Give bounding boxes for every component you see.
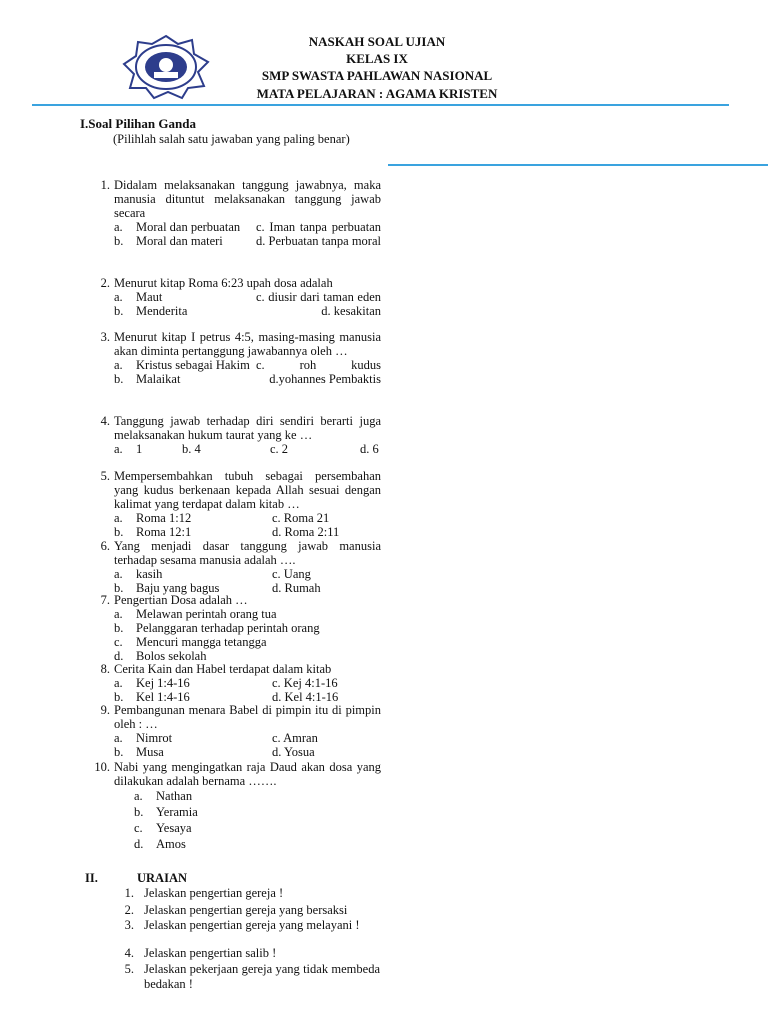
essay-item <box>118 918 380 933</box>
question-number: 3. <box>100 330 110 344</box>
option-d: d. Rumah <box>272 581 321 595</box>
question-text: Mempersembahkan tubuh sebagai persembahan yang kudus berkenaan kepada Allah sesuai dengan kalimat yang terdapat dalam kitab … <box>114 469 381 511</box>
option-b: Malaikat <box>136 372 181 386</box>
option-c: c. Kej 4:1-16 <box>272 676 338 690</box>
option-letter: b. <box>114 372 124 386</box>
essay-number: 2. <box>124 903 134 917</box>
option-b: Musa <box>136 745 164 759</box>
option-d: d. 6 <box>360 442 379 456</box>
section2-number: II. <box>85 871 98 885</box>
question-text: Tanggung jawab terhadap diri sendiri berarti juga melaksanakan hukum taurat yang ke … <box>114 414 381 442</box>
option-d: d. Roma 2:11 <box>272 525 340 539</box>
question-text: Nabi yang mengingatkan raja Daud akan dosa yang dilakukan adalah bernama ……. <box>114 760 381 788</box>
option-b: Pelanggaran terhadap perintah orang <box>136 621 320 635</box>
option-b: Roma 12:1 <box>136 525 192 539</box>
option-a: 1 <box>136 442 143 456</box>
option-letter: a. <box>114 607 123 621</box>
essay-item <box>118 946 380 961</box>
option-d: d. kesakitan <box>321 304 381 318</box>
option-letter: a. <box>114 358 123 372</box>
option-letter: b. <box>114 234 124 248</box>
option-d: d.yohannes Pembaktis <box>269 372 381 386</box>
option-a: Kej 1:4-16 <box>136 676 190 690</box>
question-number: 6. <box>100 539 110 553</box>
section2-title: URAIAN <box>137 871 187 885</box>
question-text: Didalam melaksanakan tanggung jawabnya, maka manusia dituntut melaksanakan tanggung jawab secara <box>114 178 381 220</box>
option-a: Nimrot <box>136 731 173 745</box>
option-d: d. Kel 4:1-16 <box>272 690 339 704</box>
question-number: 4. <box>100 414 110 428</box>
option-letter: a. <box>114 290 123 304</box>
question-item <box>86 414 381 456</box>
option-letter: a. <box>134 789 143 803</box>
question-item <box>86 703 381 759</box>
option-letter: b. <box>114 690 124 704</box>
question-item <box>86 469 381 539</box>
question-item <box>86 593 381 663</box>
option-a: Maut <box>136 290 163 304</box>
option-b: Moral dan materi <box>136 234 223 248</box>
option-d: Bolos sekolah <box>136 649 207 663</box>
option-letter: b. <box>114 581 124 595</box>
essay-text: Jelaskan pengertian gereja ! <box>144 886 284 900</box>
section1-title: I.Soal Pilihan Ganda <box>80 116 196 131</box>
option-b: b. 4 <box>182 442 201 456</box>
option-letter: b. <box>134 805 144 819</box>
header-title: NASKAH SOAL UJIAN <box>308 34 446 49</box>
option-c: c. Roma 21 <box>272 511 330 525</box>
section1-divider <box>388 164 768 166</box>
question-item <box>86 330 381 386</box>
question-item <box>86 178 381 248</box>
section1-instruction: (Pilihlah salah satu jawaban yang paling benar) <box>113 132 350 146</box>
essay-text: Jelaskan pengertian gereja yang melayani ! <box>144 918 360 932</box>
question-text: Yang menjadi dasar tanggung jawab manusia terhadap sesama manusia adalah …. <box>114 539 381 567</box>
header-school: SMP SWASTA PAHLAWAN NASIONAL <box>261 68 493 83</box>
essay-number: 1. <box>124 886 134 900</box>
question-text: Menurut kitap Roma 6:23 upah dosa adalah <box>114 276 333 290</box>
option-a: Nathan <box>156 789 193 803</box>
question-number: 1. <box>100 178 110 192</box>
option-b: Menderita <box>136 304 188 318</box>
option-b: Yeramia <box>156 805 198 819</box>
header-subject: MATA PELAJARAN : AGAMA KRISTEN <box>256 86 498 101</box>
question-text: Cerita Kain dan Habel terdapat dalam kitab <box>114 662 332 676</box>
question-item <box>86 276 381 318</box>
header-divider <box>32 104 729 106</box>
essay-number: 3. <box>124 918 134 932</box>
essay-text: Jelaskan pengertian gereja yang bersaksi <box>144 903 348 917</box>
option-letter: b. <box>114 304 124 318</box>
option-c: c. Uang <box>272 567 311 581</box>
essay-text: Jelaskan pekerjaan gereja yang tidak membeda bedakan ! <box>144 962 380 991</box>
option-d: Amos <box>156 837 186 851</box>
question-number: 9. <box>100 703 110 717</box>
question-number: 5. <box>100 469 110 483</box>
essay-item <box>118 886 380 901</box>
question-text: Pengertian Dosa adalah … <box>114 593 248 607</box>
question-text: Pembangunan menara Babel di pimpin itu di pimpin oleh : … <box>114 703 381 731</box>
option-c: c. diusir dari taman eden <box>256 290 381 304</box>
option-letter: b. <box>114 621 124 635</box>
option-letter: d. <box>114 649 124 663</box>
essay-number: 5. <box>124 962 134 976</box>
essay-number: 4. <box>124 946 134 960</box>
option-c: c. roh kudus <box>256 358 381 372</box>
option-c: c. Iman tanpa perbuatan <box>256 220 381 234</box>
option-d: d. Yosua <box>272 745 315 759</box>
essay-item <box>118 962 380 992</box>
option-a: Melawan perintah orang tua <box>136 607 277 621</box>
question-number: 10. <box>94 760 110 774</box>
question-number: 8. <box>100 662 110 676</box>
option-a: Roma 1:12 <box>136 511 192 525</box>
option-a: Kristus sebagai Hakim <box>136 358 250 372</box>
option-letter: a. <box>114 511 123 525</box>
option-b: Baju yang bagus <box>136 581 220 595</box>
option-letter: c. <box>134 821 143 835</box>
option-letter: a. <box>114 567 123 581</box>
essay-item <box>118 903 380 918</box>
option-letter: b. <box>114 525 124 539</box>
school-logo <box>122 34 210 100</box>
question-item <box>86 662 381 704</box>
essay-text: Jelaskan pengertian salib ! <box>144 946 277 960</box>
option-d: d. Perbuatan tanpa moral <box>256 234 381 248</box>
option-c: c. 2 <box>270 442 289 456</box>
option-letter: c. <box>114 635 123 649</box>
option-c: Mencuri mangga tetangga <box>136 635 267 649</box>
question-number: 7. <box>100 593 110 607</box>
option-letter: a. <box>114 676 123 690</box>
option-c: c. Amran <box>272 731 318 745</box>
question-number: 2. <box>100 276 110 290</box>
option-a: Moral dan perbuatan <box>136 220 241 234</box>
option-letter: d. <box>134 837 144 851</box>
option-letter: b. <box>114 745 124 759</box>
option-letter: a. <box>114 220 123 234</box>
option-c: Yesaya <box>156 821 192 835</box>
option-letter: a. <box>114 442 123 456</box>
option-letter: a. <box>114 731 123 745</box>
header-class: KELAS IX <box>346 51 408 66</box>
option-b: Kel 1:4-16 <box>136 690 190 704</box>
question-text: Menurut kitap I petrus 4:5, masing-masing manusia akan diminta pertanggung jawabannya oleh … <box>114 330 381 358</box>
question-item <box>86 539 381 595</box>
question-item <box>86 760 381 852</box>
option-a: kasih <box>136 567 163 581</box>
